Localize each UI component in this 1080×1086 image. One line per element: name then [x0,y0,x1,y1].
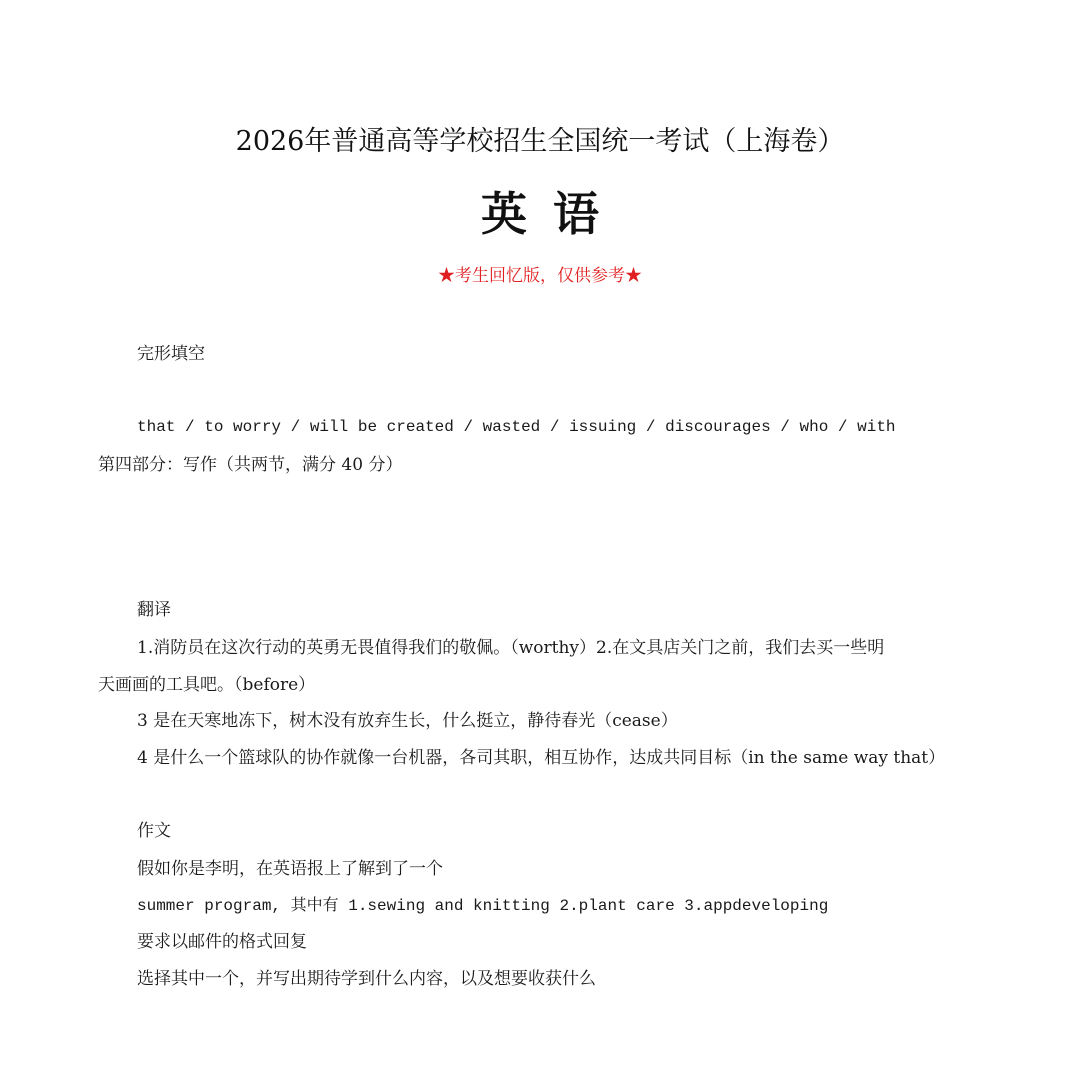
part-four-heading: 第四部分：写作（共两节，满分 40 分） [98,455,403,475]
subject-title: 英语 [481,187,625,241]
composition-prompt-line-2: summer program, 其中有 1.sewing and knitting 2.plant care 3.appdeveloping [137,897,829,915]
recall-notice: ★考生回忆版，仅供参考★ [438,266,642,286]
composition-prompt-line-4: 选择其中一个，并写出期待学到什么内容，以及想要收获什么 [137,969,596,989]
translation-item-3: 3 是在天寒地冻下，树木没有放弃生长，什么挺立，静待春光（cease） [137,711,678,731]
composition-heading: 作文 [137,821,171,841]
translation-item-4: 4 是什么一个篮球队的协作就像一台机器，各司其职，相互协作，达成共同目标（in the same way that） [137,748,946,768]
composition-prompt-line-1: 假如你是李明，在英语报上了解到了一个 [137,859,443,879]
cloze-answers: that / to worry / will be created / wasted / issuing / discourages / who / with [137,418,896,436]
composition-prompt-line-3: 要求以邮件的格式回复 [137,932,307,952]
translation-item-1-2: 1.消防员在这次行动的英勇无畏值得我们的敬佩。（worthy）2.在文具店关门之前，我们去买一些明 [137,638,885,658]
cloze-heading: 完形填空 [137,344,205,364]
translation-item-2-continued: 天画画的工具吧。（before） [98,675,316,695]
exam-title: 2026年普通高等学校招生全国统一考试（上海卷） [235,126,845,157]
translation-heading: 翻译 [137,600,171,620]
